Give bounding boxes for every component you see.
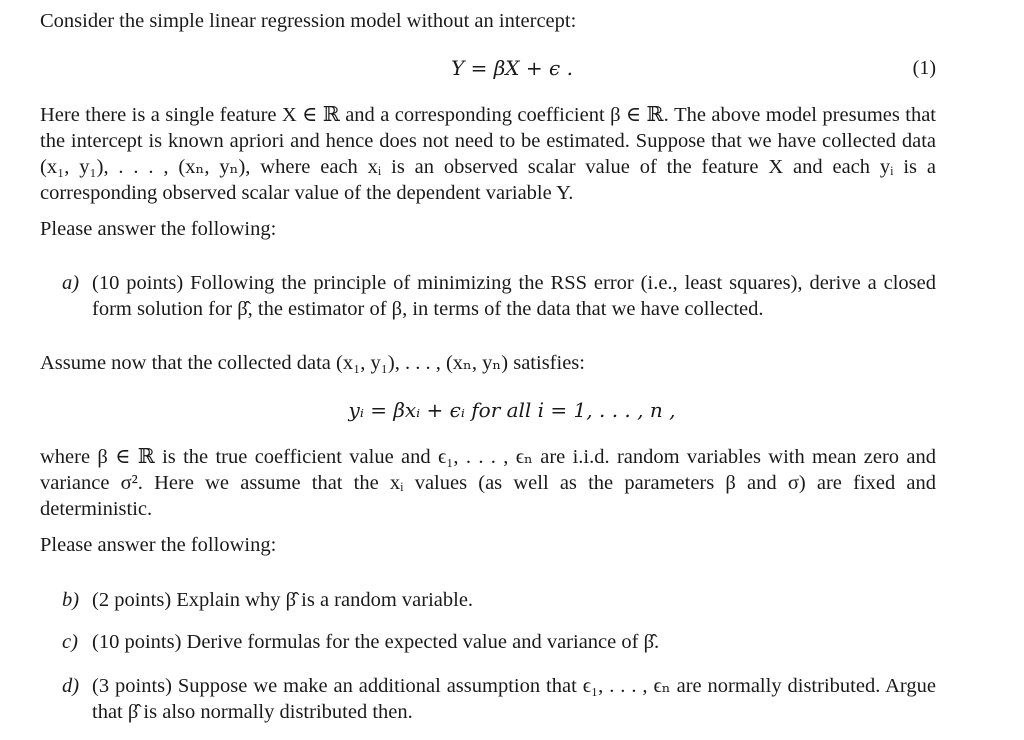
question-c-text: (10 points) Derive formulas for the expected value and variance of β̂. (92, 631, 660, 653)
prompt-answer-1: Please answer the following: (40, 218, 277, 240)
question-a-text: (10 points) Following the principle of minimizing the RSS error (i.e., least squares), derive a closed form solution for β̂, the estimator of β, in terms of the data that we have collected. (92, 272, 936, 320)
equation-1 (0, 55, 1024, 81)
equation-1-number: (1) (912, 57, 936, 79)
question-b-label: b) (62, 589, 80, 611)
question-b-text: (2 points) Explain why β̂ is a random variable. (92, 589, 474, 611)
question-d-text: (3 points) Suppose we make an additional assumption that ϵ₁, . . . , ϵₙ are normally distributed. Argue that β̂ is also normally distributed then. (92, 675, 936, 723)
question-a-label: a) (62, 272, 80, 294)
paragraph-model-description: Here there is a single feature X ∈ ℝ and a corresponding coefficient β ∈ ℝ. The above model presumes that the intercept is known apriori and hence does not need to be estimated. Suppose that we have collected data (x₁, y₁), . . . , (xₙ, yₙ), where each xᵢ is an observed scalar value of the feature X and each yᵢ is a corresponding observed scalar value of the dependent variable Y. (40, 104, 936, 204)
question-c-label: c) (62, 631, 78, 653)
paragraph-assumptions: where β ∈ ℝ is the true coefficient value and ϵ₁, . . . , ϵₙ are i.i.d. random variables with mean zero and variance σ². Here we assume that the xᵢ values (as well as the parameters β and σ) are fixed and deterministic. (40, 446, 936, 520)
prompt-answer-2: Please answer the following: (40, 534, 277, 556)
question-d-label: d) (62, 675, 80, 697)
assume-text: Assume now that the collected data (x₁, y₁), . . . , (xₙ, yₙ) satisfies: (40, 352, 585, 374)
equation-2 (0, 397, 1024, 423)
question-b (62, 587, 936, 613)
intro-text: Consider the simple linear regression model without an intercept: (40, 10, 577, 32)
question-d (62, 673, 936, 725)
question-c (62, 629, 936, 655)
equation-1-formula: Y = βX + ϵ . (451, 56, 573, 80)
question-a (62, 270, 936, 322)
equation-2-formula: yᵢ = βxᵢ + ϵᵢ for all i = 1, . . . , n , (348, 398, 676, 422)
